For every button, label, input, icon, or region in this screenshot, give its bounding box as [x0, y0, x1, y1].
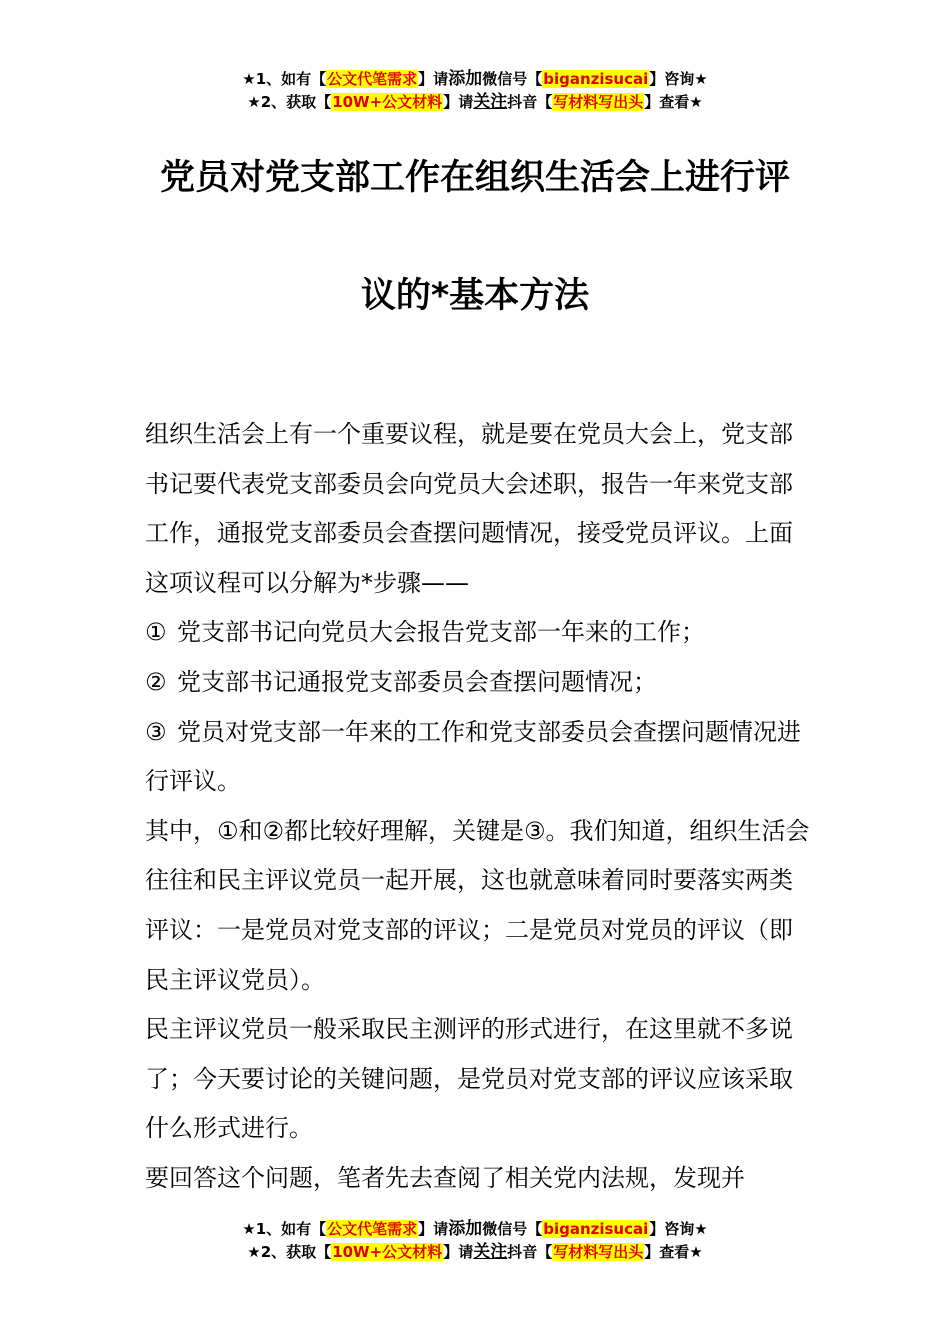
promo-text: 】请: [443, 1243, 474, 1261]
list-item-text: 党员对党支部一年来的工作和党支部委员会查摆问题情况进行评议。: [145, 717, 801, 796]
promo-text: 】查看★: [644, 1243, 703, 1261]
promo-text: 】请: [418, 1220, 449, 1238]
douyin-id-highlight: 写材料写出头: [553, 93, 644, 111]
promo-banner-bottom: [0, 1218, 950, 1264]
document-body: [145, 410, 810, 1204]
list-marker: ①: [145, 618, 167, 647]
document-title-line-2: 议的*基本方法: [360, 276, 590, 316]
paragraph-3: 民主评议党员一般采取民主测评的形式进行，在这里就不多说了；今天要讨论的关键问题，是党员对党支部的评议应该采取什么形式进行。: [145, 1015, 793, 1143]
promo-text: 抖音【: [507, 93, 553, 111]
promo-keyword: 添加: [448, 1219, 483, 1239]
list-item-text: 党支部书记通报党支部委员会查摆问题情况；: [177, 667, 657, 696]
promo-text: 抖音【: [507, 1243, 553, 1261]
promo-line-2: [0, 1241, 950, 1264]
promo-text: 】咨询★: [649, 1220, 708, 1238]
promo-line-1: [0, 1218, 950, 1241]
list-item: [145, 708, 810, 807]
promo-keyword: 关注: [473, 1242, 508, 1262]
promo-text: 微信号【: [482, 70, 543, 88]
paragraph-1: 组织生活会上有一个重要议程，就是要在党员大会上，党支部书记要代表党支部委员会向党员大会述职，报告一年来党支部工作，通报党支部委员会查摆问题情况，接受党员评议。上面这项议程可以分解为*步骤——: [145, 420, 793, 597]
promo-text: 】请: [443, 93, 474, 111]
promo-text: 】咨询★: [649, 70, 708, 88]
promo-text: 微信号【: [482, 1220, 543, 1238]
promo-highlight: 10W+公文材料: [332, 1243, 443, 1261]
promo-text: 】查看★: [644, 93, 703, 111]
promo-line-2: [0, 91, 950, 114]
promo-text: 】请: [418, 70, 449, 88]
wechat-id-highlight: biganzisucai: [543, 1220, 649, 1238]
promo-keyword: 添加: [448, 69, 483, 89]
promo-text: ★1、如有【: [242, 70, 327, 88]
document-title-line-1: 党员对党支部工作在组织生活会上进行评: [159, 158, 790, 198]
promo-highlight: 10W+公文材料: [332, 93, 443, 111]
promo-text: ★2、获取【: [247, 93, 332, 111]
promo-banner-top: [0, 68, 950, 114]
list-marker: ③: [145, 717, 167, 746]
list-item: [145, 658, 810, 708]
douyin-id-highlight: 写材料写出头: [553, 1243, 644, 1261]
promo-text: ★2、获取【: [247, 1243, 332, 1261]
promo-highlight: 公文代笔需求: [327, 70, 418, 88]
promo-text: ★1、如有【: [242, 1220, 327, 1238]
list-marker: ②: [145, 667, 167, 696]
list-item-text: 党支部书记向党员大会报告党支部一年来的工作；: [177, 618, 705, 647]
promo-keyword: 关注: [473, 92, 508, 112]
list-item: [145, 608, 810, 658]
promo-line-1: [0, 68, 950, 91]
wechat-id-highlight: biganzisucai: [543, 70, 649, 88]
paragraph-2: 其中，①和②都比较好理解，关键是③。我们知道，组织生活会往往和民主评议党员一起开展，这也就意味着同时要落实两类评议：一是党员对党支部的评议；二是党员对党员的评议（即民主评议党员）。: [145, 816, 810, 994]
paragraph-4: 要回答这个问题，笔者先去查阅了相关党内法规，发现并: [145, 1163, 745, 1192]
promo-highlight: 公文代笔需求: [327, 1220, 418, 1238]
